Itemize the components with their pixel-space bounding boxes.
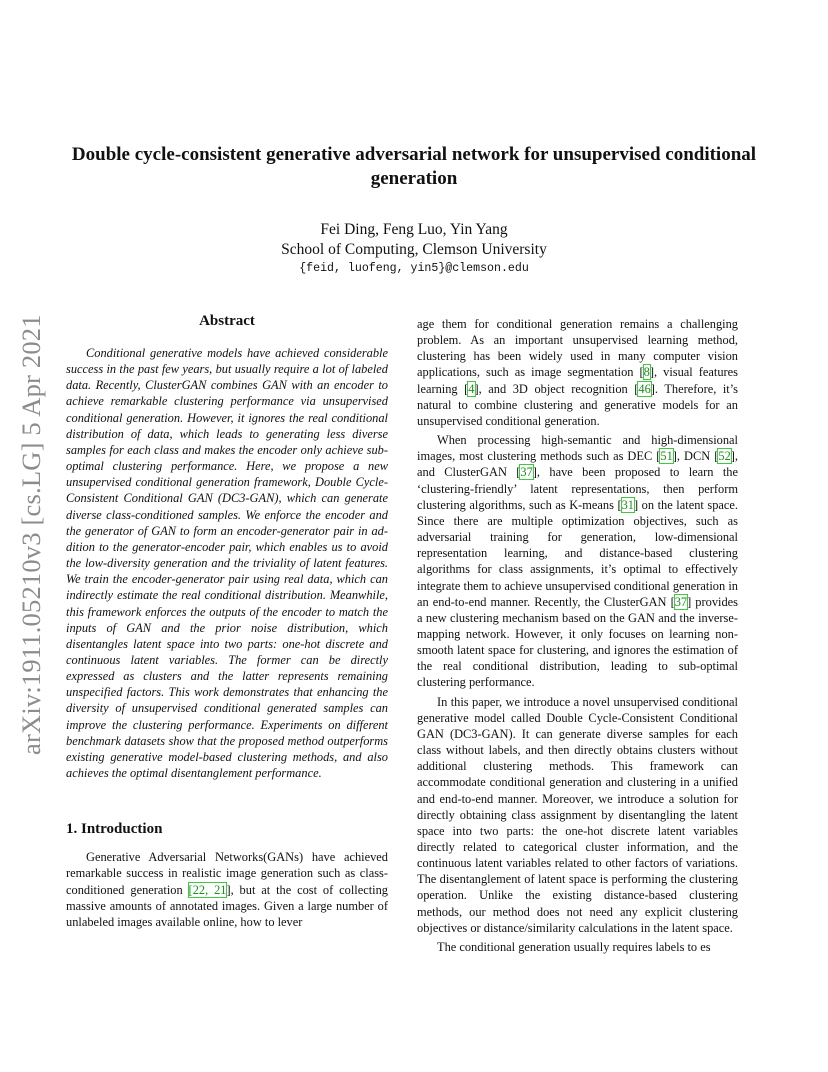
intro-text: ], but at the cost of collecting massive amounts of annotated images. Given a large number of unlabeled images available online, how to lever bbox=[66, 882, 388, 929]
intro-paragraph-4: The conditional generation usually requires labels to es bbox=[437, 939, 711, 954]
intro-text: ], DCN [ bbox=[672, 449, 719, 464]
intro-paragraph-3: In this paper, we introduce a novel unsupervised conditional generative model called Double Cycle-Consistent Conditional GAN (DC3-GAN). It can generate diverse samples for each class without labels, and then directly obtains clusters without additional clustering methods. This framework can accommodate conditional generation and clustering in a unified and end-to-end manner. Moreover, we introduce a solution for directly obtaining class assignment by disentangling the latent space into two parts: the one-hot discrete latent variables directly related to categorical cluster information, and the continuous latent variables related to other factors of variations. The disentanglement of latent space is performing the clustering operation. Unlike the existing distance-based clustering methods, our method does not need any explicit clustering objectives or distance/similarity calculations in the latent space. bbox=[417, 694, 738, 935]
intro-paragraph-1 bbox=[66, 849, 388, 930]
intro-text: When processing high-semantic and high-dimensional images, most clustering methods such as DEC [ bbox=[417, 433, 738, 464]
citation-31[interactable]: 31 bbox=[621, 497, 634, 512]
author-names: Fei Ding, Feng Luo, Yin Yang bbox=[320, 221, 508, 238]
citation-22[interactable]: 22 bbox=[192, 882, 206, 897]
citation-51[interactable]: 51 bbox=[660, 449, 673, 464]
left-column bbox=[66, 311, 388, 930]
citation-46[interactable]: 46 bbox=[638, 381, 651, 396]
introduction-heading: 1. Introduction bbox=[66, 821, 163, 838]
intro-text: ]. Therefore, it’s natural to combine clustering and generative models for an unsupervised conditional generation. bbox=[417, 381, 739, 428]
paper-title: Double cycle-consistent generative adversarial network for unsupervised conditional generation bbox=[71, 144, 757, 189]
intro-text: Generative Adversarial Networks(GANs) have achieved remarkable success in realistic image generation such as class-conditioned generation bbox=[66, 850, 388, 897]
intro-text: ] provides a new clustering mechanism based on the GAN and the inverse-mapping network. However, it only focuses on learning non-smooth latent space for clustering, and ignores the estimation of the real conditional distribution, leading to sub-optimal clustering performance. bbox=[417, 594, 738, 690]
intro-text: ], and ClusterGAN [ bbox=[417, 449, 739, 480]
citation-22-21[interactable]: [22, 21 bbox=[188, 882, 227, 897]
citation-separator: , bbox=[205, 882, 215, 897]
citation-52[interactable]: 52 bbox=[718, 449, 731, 464]
abstract-heading: Abstract bbox=[199, 313, 255, 329]
citation-4[interactable]: 4 bbox=[468, 381, 475, 396]
intro-text: ], and 3D object recognition [ bbox=[474, 381, 639, 396]
citation-8[interactable]: 8 bbox=[643, 365, 650, 380]
author-block bbox=[60, 220, 768, 278]
arxiv-identifier: arXiv:1911.05210v3 [cs.LG] 5 Apr 2021 bbox=[16, 314, 46, 755]
intro-text: ], have been proposed to learn the ‘clustering-friendly’ latent representations, then perform clustering algorithms, such as K-means [ bbox=[417, 465, 738, 512]
intro-paragraph-2 bbox=[417, 432, 738, 691]
citation-21[interactable]: 21 bbox=[214, 882, 227, 897]
affiliation: School of Computing, Clemson University bbox=[281, 241, 547, 258]
intro-text: ] on the latent space. Since there are multiple optimization objectives, such as adversarial training for generation, low-dimensional representation learning, and distance-based clustering algorithms for class assignments, it’s optimal to effectively integrate them to achieve unsupervised conditional generation in an end-to-end manner. Recently, the ClusterGAN [ bbox=[417, 497, 738, 609]
intro-text: ], visual features learning [ bbox=[417, 365, 738, 396]
citation-37[interactable]: 37 bbox=[520, 465, 533, 480]
intro-paragraph-1-continued bbox=[417, 316, 738, 429]
abstract-text: Conditional generative models have achieved considerable success in the past few years, but usually require a lot of labeled data. Recently, ClusterGAN combines GAN with an encoder to achieve remarkable clustering performance via unsupervised conditional generation. However, it ignores the real conditional distribution of data, which leads to generating less diverse samples for each class and makes the encoder only achieve sub-optimal clustering performance. Here, we propose a new unsupervised conditional generation framework, Double Cycle-Consistent Conditional GAN (DC3-GAN), which can generate diverse class-conditioned samples. We enforce the encoder and the generator of GAN to form an encoder-generator pair in addition to the generator-encoder pair, which enables us to avoid the low-diversity generation and the triviality of latent features. We train the encoder-generator pair using real data, which can indirectly estimate the real conditional distribution. Meanwhile, this framework enforces the outputs of the encoder to match the inputs of GAN and the prior noise distribution, which disentangles latent space into two parts: one-hot discrete and continuous latent variables. The former can be directly expressed as clusters and the latter represents remaining unspecified factors. This work demonstrates that enhancing the diversity of unsupervised conditional generated samples can improve the clustering performance. Experiments on different benchmark datasets show that the proposed method outperforms existing generative model-based clustering methods, and also achieves the optimal disentanglement performance. bbox=[66, 346, 388, 781]
author-emails: {feid, luofeng, yin5}@clemson.edu bbox=[299, 262, 529, 275]
right-column bbox=[417, 316, 738, 955]
intro-text: age them for conditional generation remains a challenging problem. As an important unsupervised learning method, clustering has been widely used in many computer vision applications, such as image segmentation [ bbox=[417, 317, 738, 380]
citation-37[interactable]: 37 bbox=[674, 594, 688, 609]
